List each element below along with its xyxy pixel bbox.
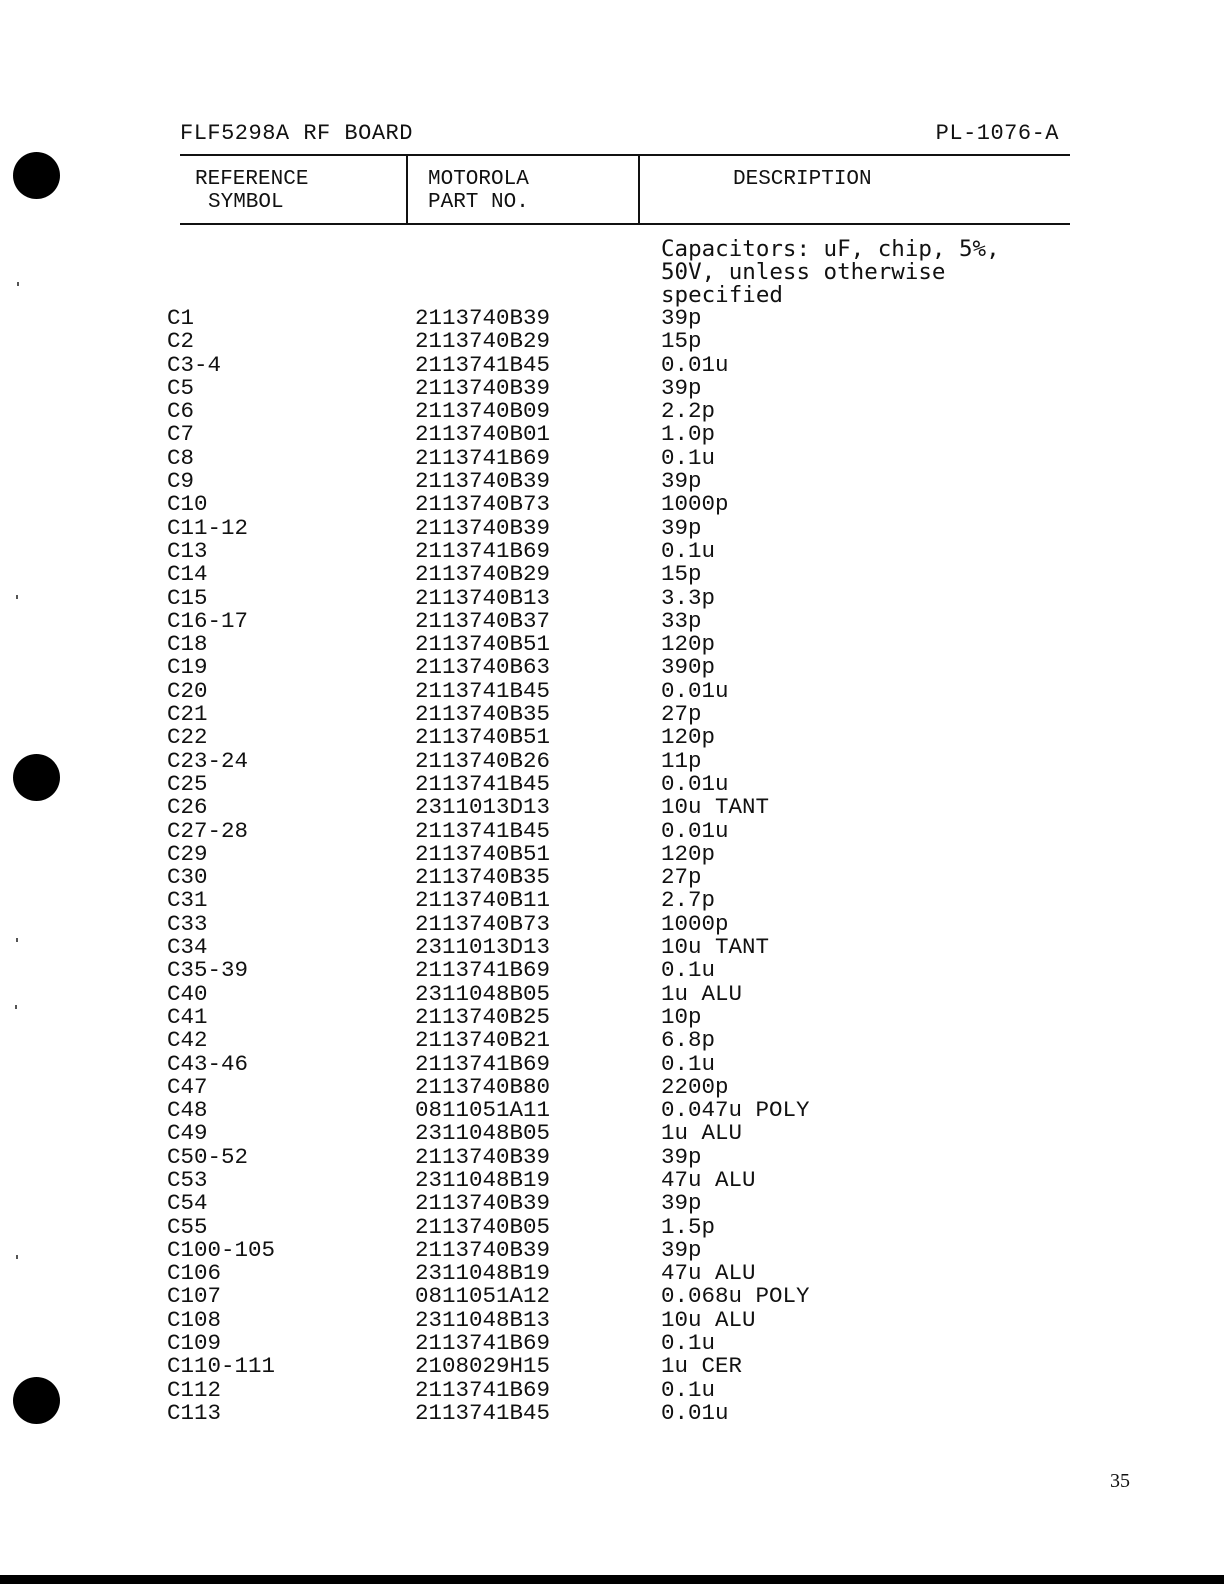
description: 47u ALU — [661, 1260, 756, 1287]
reference-symbol: C110-111 — [167, 1353, 276, 1380]
column-header-reference-line2: SYMBOL — [208, 191, 284, 214]
part-number: 2113741B69 — [415, 537, 551, 564]
reference-symbol: C53 — [167, 1166, 208, 1193]
column-divider-1 — [406, 155, 408, 225]
table-row — [0, 703, 1224, 726]
table-row — [0, 1029, 1224, 1052]
description: 0.01u — [661, 770, 729, 797]
reference-symbol: C5 — [167, 374, 195, 401]
part-number: 2113740B51 — [415, 724, 551, 751]
description: 15p — [661, 561, 702, 588]
description: 33p — [661, 607, 702, 634]
table-row — [0, 400, 1224, 423]
table-row — [0, 770, 1224, 797]
table-row — [0, 1073, 1224, 1100]
reference-symbol: C23-24 — [167, 747, 249, 774]
reference-symbol: C6 — [167, 398, 195, 425]
part-number: 2113740B29 — [415, 328, 551, 355]
margin-speck — [17, 282, 19, 286]
part-number: 2113740B39 — [415, 514, 551, 541]
part-number: 2113740B80 — [415, 1073, 551, 1100]
description: 0.1u — [661, 537, 716, 564]
table-row — [0, 1236, 1224, 1263]
part-number: 2113740B39 — [415, 305, 551, 331]
table-row — [0, 910, 1224, 937]
description: 0.068u POLY — [661, 1283, 810, 1310]
section-intro: Capacitors: uF, chip, 5%, 50V, unless otherwise specified — [661, 236, 1000, 308]
part-number: 2113740B35 — [415, 864, 551, 891]
column-header-part-line2: PART NO. — [428, 191, 529, 214]
reference-symbol: C34 — [167, 934, 208, 961]
table-row — [0, 423, 1224, 446]
description: 0.1u — [661, 444, 716, 471]
part-number: 2113740B25 — [415, 1003, 551, 1030]
part-number: 2113741B69 — [415, 444, 551, 471]
reference-symbol: C26 — [167, 794, 208, 821]
reference-symbol: C10 — [167, 491, 208, 518]
table-row — [0, 1099, 1224, 1122]
reference-symbol: C7 — [167, 421, 195, 448]
description: 39p — [661, 374, 702, 401]
description: 0.1u — [661, 957, 716, 984]
table-row — [0, 889, 1224, 912]
part-number: 2113740B63 — [415, 654, 551, 681]
table-row — [0, 1376, 1224, 1403]
reference-symbol: C21 — [167, 701, 208, 728]
part-number: 2113740B09 — [415, 398, 551, 425]
reference-symbol: C42 — [167, 1027, 208, 1054]
part-number: 2113741B45 — [415, 351, 551, 378]
description: 0.01u — [661, 817, 729, 844]
description: 1000p — [661, 910, 729, 937]
reference-symbol: C27-28 — [167, 817, 249, 844]
description: 1.0p — [661, 421, 716, 448]
table-row — [0, 1213, 1224, 1240]
description: 1u CER — [661, 1353, 743, 1380]
reference-symbol: C50-52 — [167, 1143, 249, 1170]
table-row — [0, 1306, 1224, 1333]
table-row — [0, 936, 1224, 959]
description: 120p — [661, 631, 716, 658]
reference-symbol: C108 — [167, 1306, 222, 1333]
description: 15p — [661, 328, 702, 355]
part-number: 2113740B51 — [415, 631, 551, 658]
parts-list — [0, 307, 1224, 1425]
part-number: 2113741B69 — [415, 957, 551, 984]
part-number: 2113740B51 — [415, 840, 551, 867]
part-number: 2113741B45 — [415, 770, 551, 797]
table-row — [0, 307, 1224, 330]
table-row — [0, 1262, 1224, 1285]
table-row — [0, 1122, 1224, 1145]
description: 39p — [661, 1236, 702, 1263]
table-row — [0, 1143, 1224, 1170]
description: 39p — [661, 514, 702, 541]
part-number: 2113740B35 — [415, 701, 551, 728]
part-number: 2113740B39 — [415, 374, 551, 401]
reference-symbol: C20 — [167, 677, 208, 704]
reference-symbol: C3-4 — [167, 351, 222, 378]
description: 27p — [661, 701, 702, 728]
description: 390p — [661, 654, 716, 681]
description: 39p — [661, 1143, 702, 1170]
part-number: 2113741B69 — [415, 1376, 551, 1403]
description: 0.047u POLY — [661, 1097, 810, 1124]
reference-symbol: C40 — [167, 980, 208, 1007]
table-row — [0, 656, 1224, 679]
part-number: 0811051A12 — [415, 1283, 551, 1310]
table-row — [0, 514, 1224, 541]
part-number: 2113741B69 — [415, 1330, 551, 1357]
reference-symbol: C18 — [167, 631, 208, 658]
description: 10u TANT — [661, 794, 770, 821]
table-row — [0, 980, 1224, 1007]
part-number: 2113740B13 — [415, 584, 551, 611]
table-row — [0, 1355, 1224, 1378]
table-row — [0, 470, 1224, 493]
table-row — [0, 537, 1224, 564]
column-header-description: DESCRIPTION — [733, 168, 872, 191]
part-number: 2311048B05 — [415, 980, 551, 1007]
part-number: 2113741B69 — [415, 1050, 551, 1077]
description: 2.2p — [661, 398, 716, 425]
description: 27p — [661, 864, 702, 891]
description: 10u ALU — [661, 1306, 756, 1333]
reference-symbol: C106 — [167, 1260, 222, 1287]
column-header-part-line1: MOTOROLA — [428, 168, 529, 191]
reference-symbol: C48 — [167, 1097, 208, 1124]
table-row — [0, 493, 1224, 516]
page-number: 35 — [1110, 1470, 1130, 1492]
part-number: 2311048B19 — [415, 1260, 551, 1287]
part-number: 2113740B29 — [415, 561, 551, 588]
table-row — [0, 1332, 1224, 1355]
reference-symbol: C113 — [167, 1399, 222, 1426]
reference-symbol: C13 — [167, 537, 208, 564]
reference-symbol: C16-17 — [167, 607, 249, 634]
table-row — [0, 444, 1224, 471]
reference-symbol: C19 — [167, 654, 208, 681]
part-number: 2113740B05 — [415, 1213, 551, 1240]
description: 47u ALU — [661, 1166, 756, 1193]
description: 0.1u — [661, 1050, 716, 1077]
reference-symbol: C1 — [167, 305, 195, 331]
description: 10u TANT — [661, 934, 770, 961]
table-row — [0, 747, 1224, 774]
table-row — [0, 607, 1224, 634]
bottom-scan-edge — [0, 1575, 1224, 1584]
table-row — [0, 677, 1224, 704]
reference-symbol: C8 — [167, 444, 195, 471]
reference-symbol: C49 — [167, 1120, 208, 1147]
column-divider-2 — [638, 155, 640, 225]
part-number: 2113740B73 — [415, 491, 551, 518]
description: 10p — [661, 1003, 702, 1030]
part-number: 2113740B01 — [415, 421, 551, 448]
table-row — [0, 1192, 1224, 1215]
part-number: 2311013D13 — [415, 794, 551, 821]
reference-symbol: C47 — [167, 1073, 208, 1100]
description: 120p — [661, 840, 716, 867]
table-row — [0, 959, 1224, 982]
table-row — [0, 866, 1224, 889]
table-row — [0, 351, 1224, 378]
column-header-reference — [195, 168, 308, 214]
reference-symbol: C22 — [167, 724, 208, 751]
description: 2200p — [661, 1073, 729, 1100]
column-header-reference-line1: REFERENCE — [195, 168, 309, 191]
table-row — [0, 1285, 1224, 1308]
part-number: 2113741B45 — [415, 1399, 551, 1426]
reference-symbol: C14 — [167, 561, 208, 588]
description: 39p — [661, 468, 702, 495]
description: 3.3p — [661, 584, 716, 611]
table-row — [0, 726, 1224, 749]
reference-symbol: C29 — [167, 840, 208, 867]
reference-symbol: C31 — [167, 887, 208, 914]
reference-symbol: C35-39 — [167, 957, 249, 984]
table-row — [0, 584, 1224, 611]
description: 1000p — [661, 491, 729, 518]
reference-symbol: C55 — [167, 1213, 208, 1240]
reference-symbol: C15 — [167, 584, 208, 611]
reference-symbol: C109 — [167, 1330, 222, 1357]
part-number: 2113740B39 — [415, 1190, 551, 1217]
reference-symbol: C41 — [167, 1003, 208, 1030]
table-row — [0, 1399, 1224, 1426]
table-row — [0, 840, 1224, 867]
part-number: 0811051A11 — [415, 1097, 551, 1124]
part-number: 2113740B37 — [415, 607, 551, 634]
part-number: 2311013D13 — [415, 934, 551, 961]
reference-symbol: C30 — [167, 864, 208, 891]
reference-symbol: C107 — [167, 1283, 222, 1310]
table-row — [0, 563, 1224, 586]
part-number: 2113740B73 — [415, 910, 551, 937]
part-number: 2113741B45 — [415, 817, 551, 844]
description: 1u ALU — [661, 1120, 743, 1147]
description: 11p — [661, 747, 702, 774]
description: 0.01u — [661, 351, 729, 378]
part-number: 2113740B21 — [415, 1027, 551, 1054]
part-number: 2113741B45 — [415, 677, 551, 704]
reference-symbol: C11-12 — [167, 514, 249, 541]
reference-symbol: C112 — [167, 1376, 222, 1403]
reference-symbol: C2 — [167, 328, 195, 355]
reference-symbol: C25 — [167, 770, 208, 797]
description: 2.7p — [661, 887, 716, 914]
description: 0.01u — [661, 1399, 729, 1426]
part-number: 2311048B05 — [415, 1120, 551, 1147]
table-row — [0, 330, 1224, 353]
description: 1u ALU — [661, 980, 743, 1007]
reference-symbol: C33 — [167, 910, 208, 937]
part-number: 2113740B26 — [415, 747, 551, 774]
table-row — [0, 1050, 1224, 1077]
description: 0.1u — [661, 1330, 716, 1357]
punch-hole-top — [13, 152, 60, 199]
reference-symbol: C54 — [167, 1190, 208, 1217]
reference-symbol: C100-105 — [167, 1236, 276, 1263]
description: 1.5p — [661, 1213, 716, 1240]
part-number: 2311048B19 — [415, 1166, 551, 1193]
table-top-rule — [180, 154, 1070, 156]
table-header-bottom-rule — [180, 223, 1070, 225]
table-row — [0, 633, 1224, 656]
table-row — [0, 1166, 1224, 1193]
table-row — [0, 1003, 1224, 1030]
document-number: PL-1076-A — [935, 121, 1059, 146]
description: 39p — [661, 1190, 702, 1217]
part-number: 2311048B13 — [415, 1306, 551, 1333]
table-row — [0, 796, 1224, 819]
part-number: 2113740B39 — [415, 468, 551, 495]
table-row — [0, 374, 1224, 401]
description: 120p — [661, 724, 716, 751]
board-title: FLF5298A RF BOARD — [180, 121, 413, 146]
description: 0.1u — [661, 1376, 716, 1403]
part-number: 2108029H15 — [415, 1353, 551, 1380]
table-row — [0, 817, 1224, 844]
part-number: 2113740B39 — [415, 1236, 551, 1263]
description: 0.01u — [661, 677, 729, 704]
part-number: 2113740B39 — [415, 1143, 551, 1170]
part-number: 2113740B11 — [415, 887, 551, 914]
description: 39p — [661, 305, 702, 331]
reference-symbol: C9 — [167, 468, 195, 495]
reference-symbol: C43-46 — [167, 1050, 249, 1077]
description: 6.8p — [661, 1027, 716, 1054]
column-header-part — [428, 168, 529, 214]
